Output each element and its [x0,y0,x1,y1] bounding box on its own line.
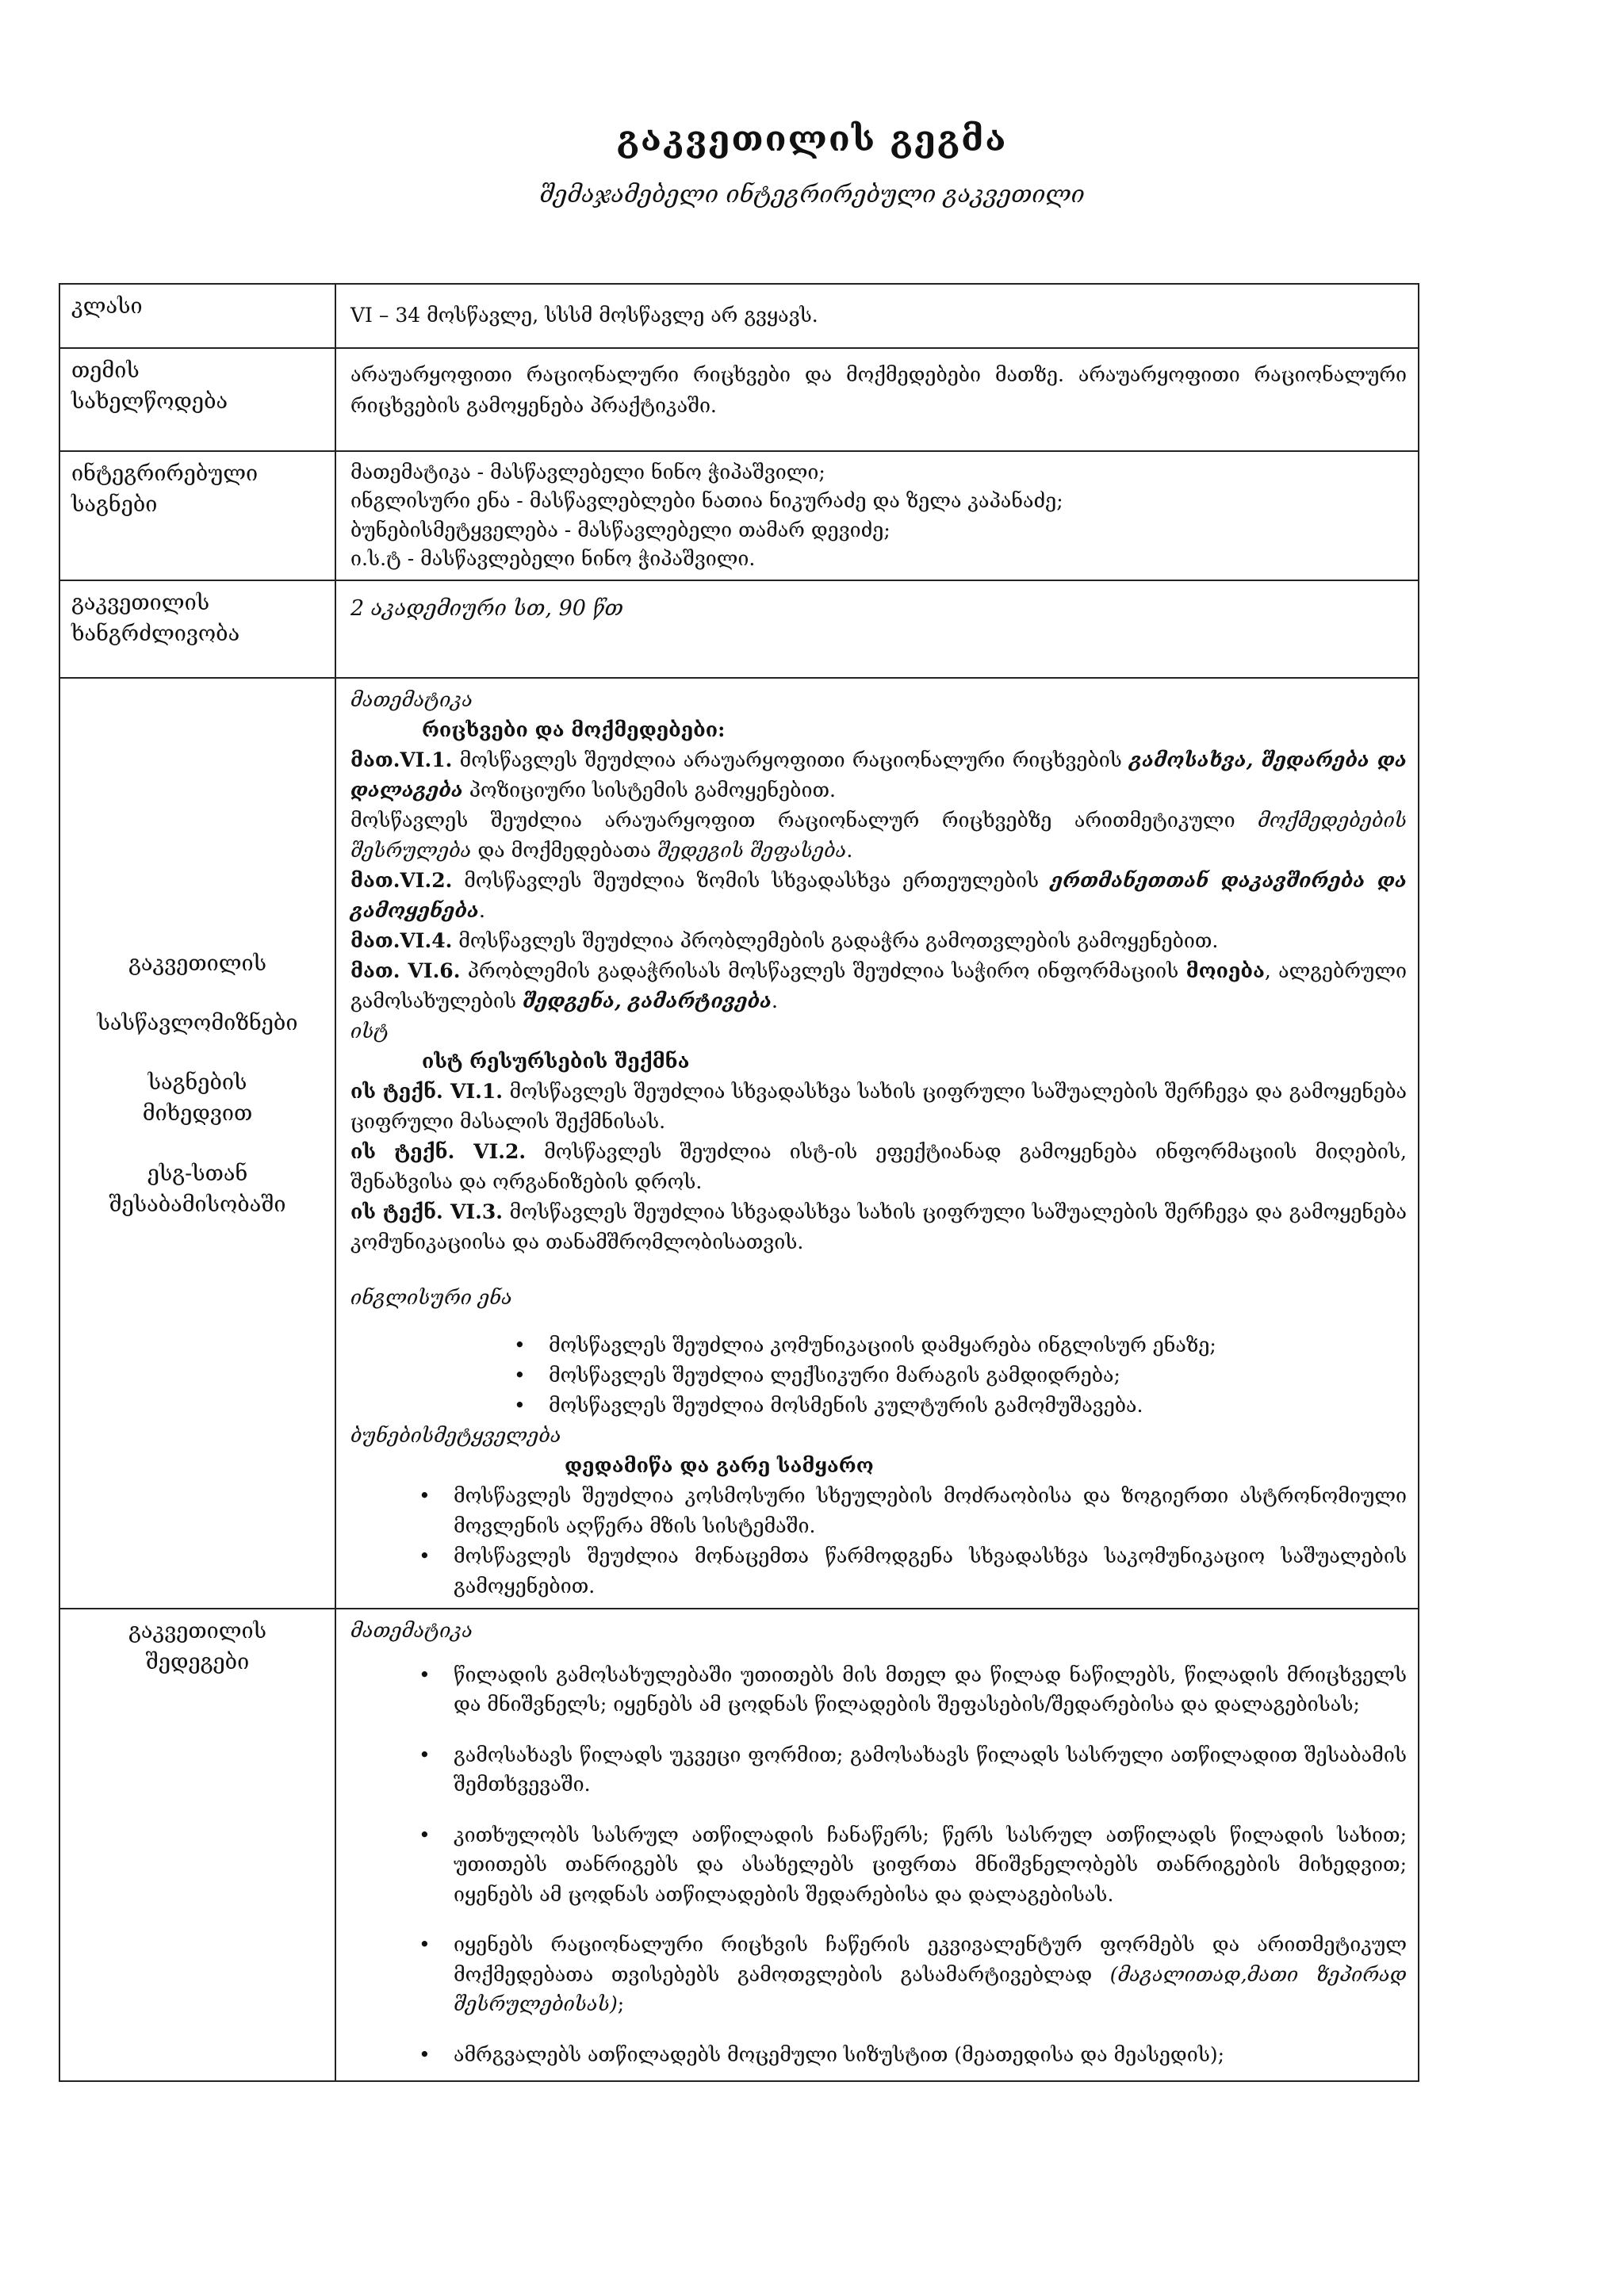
subject-line: ინგლისური ენა - მასწავლებლები ნათია ნიკურაძე და ზელა კაპანაძე; [350,489,1063,513]
list-item: • იყენებს რაციონალური რიცხვის ჩაწერის ეკვივალენტურ ფორმებს და არითმეტიკულ მოქმედებათა თვისებებს გამოთვლების გასამარტივებლად (მაგალითად,მათი ზეპირად შესრულებისას); [454,1930,1407,2019]
list-item: • წილადის გამოსახულებაში უთითებს მის მთელ და წილად ნაწილებს, წილადის მრიცხველს და მნიშვნელს; იყენებს ამ ცოდნას წილადების შეფასების/შედარებისა და დალაგებისას; [454,1660,1407,1720]
label-results [59,1609,335,2081]
label-topic [59,348,335,451]
value-topic [335,348,1419,451]
label-goals-line2: სასწავლომიზნები [97,1011,298,1036]
page-subtitle: შემაჯამებელი ინტეგრირებული გაკვეთილი [539,181,1085,209]
list-item: • კითხულობს სასრულ ათწილადის ჩანაწერს; წერს სასრულ ათწილადს წილადის სახით; უთითებს თანრიგებს და ასახელებს ციფრთა მნიშვნელობებს თანრიგების მიხედვით; იყენებს ამ ცოდნას ათწილადების შედარებისა და დალაგებისას. [454,1820,1407,1910]
goals-science-list [454,1481,1407,1601]
value-results [335,1609,1419,2081]
label-goals-line6: შესაბამისობაში [109,1192,286,1217]
row-goals [59,678,1419,1609]
label-duration [59,580,335,678]
lesson-plan-table [59,283,1419,2082]
list-item: • მოსწავლეს შეუძლია ლექსიკური მარაგის გამდიდრება; [549,1360,1407,1391]
goals-ict-standard-2: ის ტექნ. VI.2. მოსწავლეს შეუძლია ისტ-ის ეფექტიანად გამოყენება ინფორმაციის მიღების, შენახვისა და ორგანიზების დროს. [350,1140,1407,1193]
label-goals-line3: საგნების [147,1070,247,1096]
list-item: • ამრგვალებს ათწილადებს მოცემული სიზუსტით (მეათედისა და მეასედის); [454,2040,1407,2070]
value-goals [335,678,1419,1609]
list-item: • მოსწავლეს შეუძლია კომუნიკაციის დამყარება ინგლისურ ენაზე; [549,1330,1407,1360]
label-results-line2: შედეგები [145,1650,250,1675]
list-item: • მოსწავლეს შეუძლია კოსმოსური სხეულების მოძრაობისა და ზოგიერთი ასტრონომიული მოვლენის აღწერა მზის სისტემაში. [454,1481,1407,1541]
label-class [59,284,335,348]
row-results [59,1609,1419,2081]
goals-math-heading: მათემატიკა [350,688,473,711]
subject-line: ბუნებისმეტყველება - მასწავლებელი თამარ დევიძე; [350,518,891,541]
goals-ict-subheading: ისტ რესურსების შექმნა [422,1050,690,1073]
goals-ict-standard-1: ის ტექნ. VI.1. მოსწავლეს შეუძლია სხვადასხვა სახის ციფრული საშუალების შერჩევა და გამოყენება ციფრული მასალის შექმნისას. [350,1080,1407,1133]
page-title: გაკვეთილის გეგმა [616,119,1008,159]
label-goals [59,678,335,1609]
row-class [59,284,1419,348]
goals-math-standard-4: მათ.VI.4. მოსწავლეს შეუძლია პრობლემების გადაჭრა გამოთვლების გამოყენებით. [350,929,1219,952]
label-duration-line2: ხანგრძლივობა [71,622,240,647]
goals-english-heading: ინგლისური ენა [350,1286,512,1309]
label-subjects [59,451,335,580]
label-class-text: კლასი [71,294,143,319]
value-class-text: VI – 34 მოსწავლე, სსსმ მოსწავლე არ გვყავს. [350,304,818,327]
results-math-heading: მათემატიკა [350,1619,473,1642]
value-subjects [335,451,1419,580]
goals-science-heading: ბუნებისმეტყველება [350,1424,561,1447]
goals-math-standard-1b: მოსწავლეს შეუძლია არაუარყოფით რაციონალურ რიცხვებზე არითმეტიკული მოქმედებების შესრულება და მოქმედებათა შედეგის შეფასება. [350,809,1407,862]
list-item: • გამოსახავს წილადს უკვეცი ფორმით; გამოსახავს წილადს სასრული ათწილადით შესაბამის შემთხვევაში. [454,1740,1407,1800]
row-duration [59,580,1419,678]
label-subjects-line2: საგნები [71,492,158,518]
label-duration-line1: გაკვეთილის [71,591,210,615]
value-duration-text: 2 აკადემიური სთ, 90 წთ [350,596,624,621]
goals-ict-heading: ისტ [350,1020,389,1043]
label-goals-line1: გაკვეთილის [128,951,267,976]
goals-science-subheading: დედამიწა და გარე სამყარო [565,1454,874,1477]
value-duration [335,580,1419,678]
row-topic [59,348,1419,451]
value-topic-text: არაუარყოფითი რაციონალური რიცხვები და მოქმედებები მათზე. არაუარყოფითი რაციონალური რიცხვების გამოყენება პრაქტიკაში. [350,363,1407,417]
goals-math-standard-2: მათ.VI.2. მოსწავლეს შეუძლია ზომის სხვადასხვა ერთეულების ერთმანეთთან დაკავშირება და გამოყენება. [350,869,1407,922]
goals-math-standard-1: მათ.VI.1. მოსწავლეს შეუძლია არაუარყოფითი რაციონალური რიცხვების გამოსახვა, შედარება და დალაგება პოზიციური სისტემის გამოყენებით. [350,748,1407,802]
list-item: • მოსწავლეს შეუძლია მონაცემთა წარმოდგენა სხვადასხვა საკომუნიკაციო საშუალების გამოყენებით. [454,1541,1407,1601]
label-subjects-line1: ინტეგრირებული [71,461,259,486]
label-goals-line5: ესგ-სთან [147,1161,248,1186]
results-list [454,1660,1407,2070]
goals-ict-standard-3: ის ტექნ. VI.3. მოსწავლეს შეუძლია სხვადასხვა სახის ციფრული საშუალების შერჩევა და გამოყენება კომუნიკაციისა და თანამშრომლობისათვის. [350,1200,1407,1253]
value-class [335,284,1419,348]
subject-line: ი.ს.ტ - მასწავლებელი ნინო ჭიპაშვილი. [350,546,756,570]
goals-math-subheading: რიცხვები და მოქმედებები: [422,718,726,741]
label-goals-line4: მიხედვით [142,1101,253,1127]
subject-line: მათემატიკა - მასწავლებელი ნინო ჭიპაშვილი; [350,461,825,484]
goals-english-list [549,1330,1407,1421]
label-topic-line1: თემის [71,358,140,383]
label-topic-line2: სახელწოდება [71,389,228,415]
row-subjects [59,451,1419,580]
goals-math-standard-6: მათ. VI.6. პრობლემის გადაჭრისას მოსწავლეს შეუძლია საჭირო ინფორმაციის მოიება, ალგებრული გამოსახულების შედგენა, გამარტივება. [350,959,1408,1012]
list-item: • მოსწავლეს შეუძლია მოსმენის კულტურის გამომუშავება. [549,1391,1407,1421]
label-results-line1: გაკვეთილის [128,1619,267,1644]
